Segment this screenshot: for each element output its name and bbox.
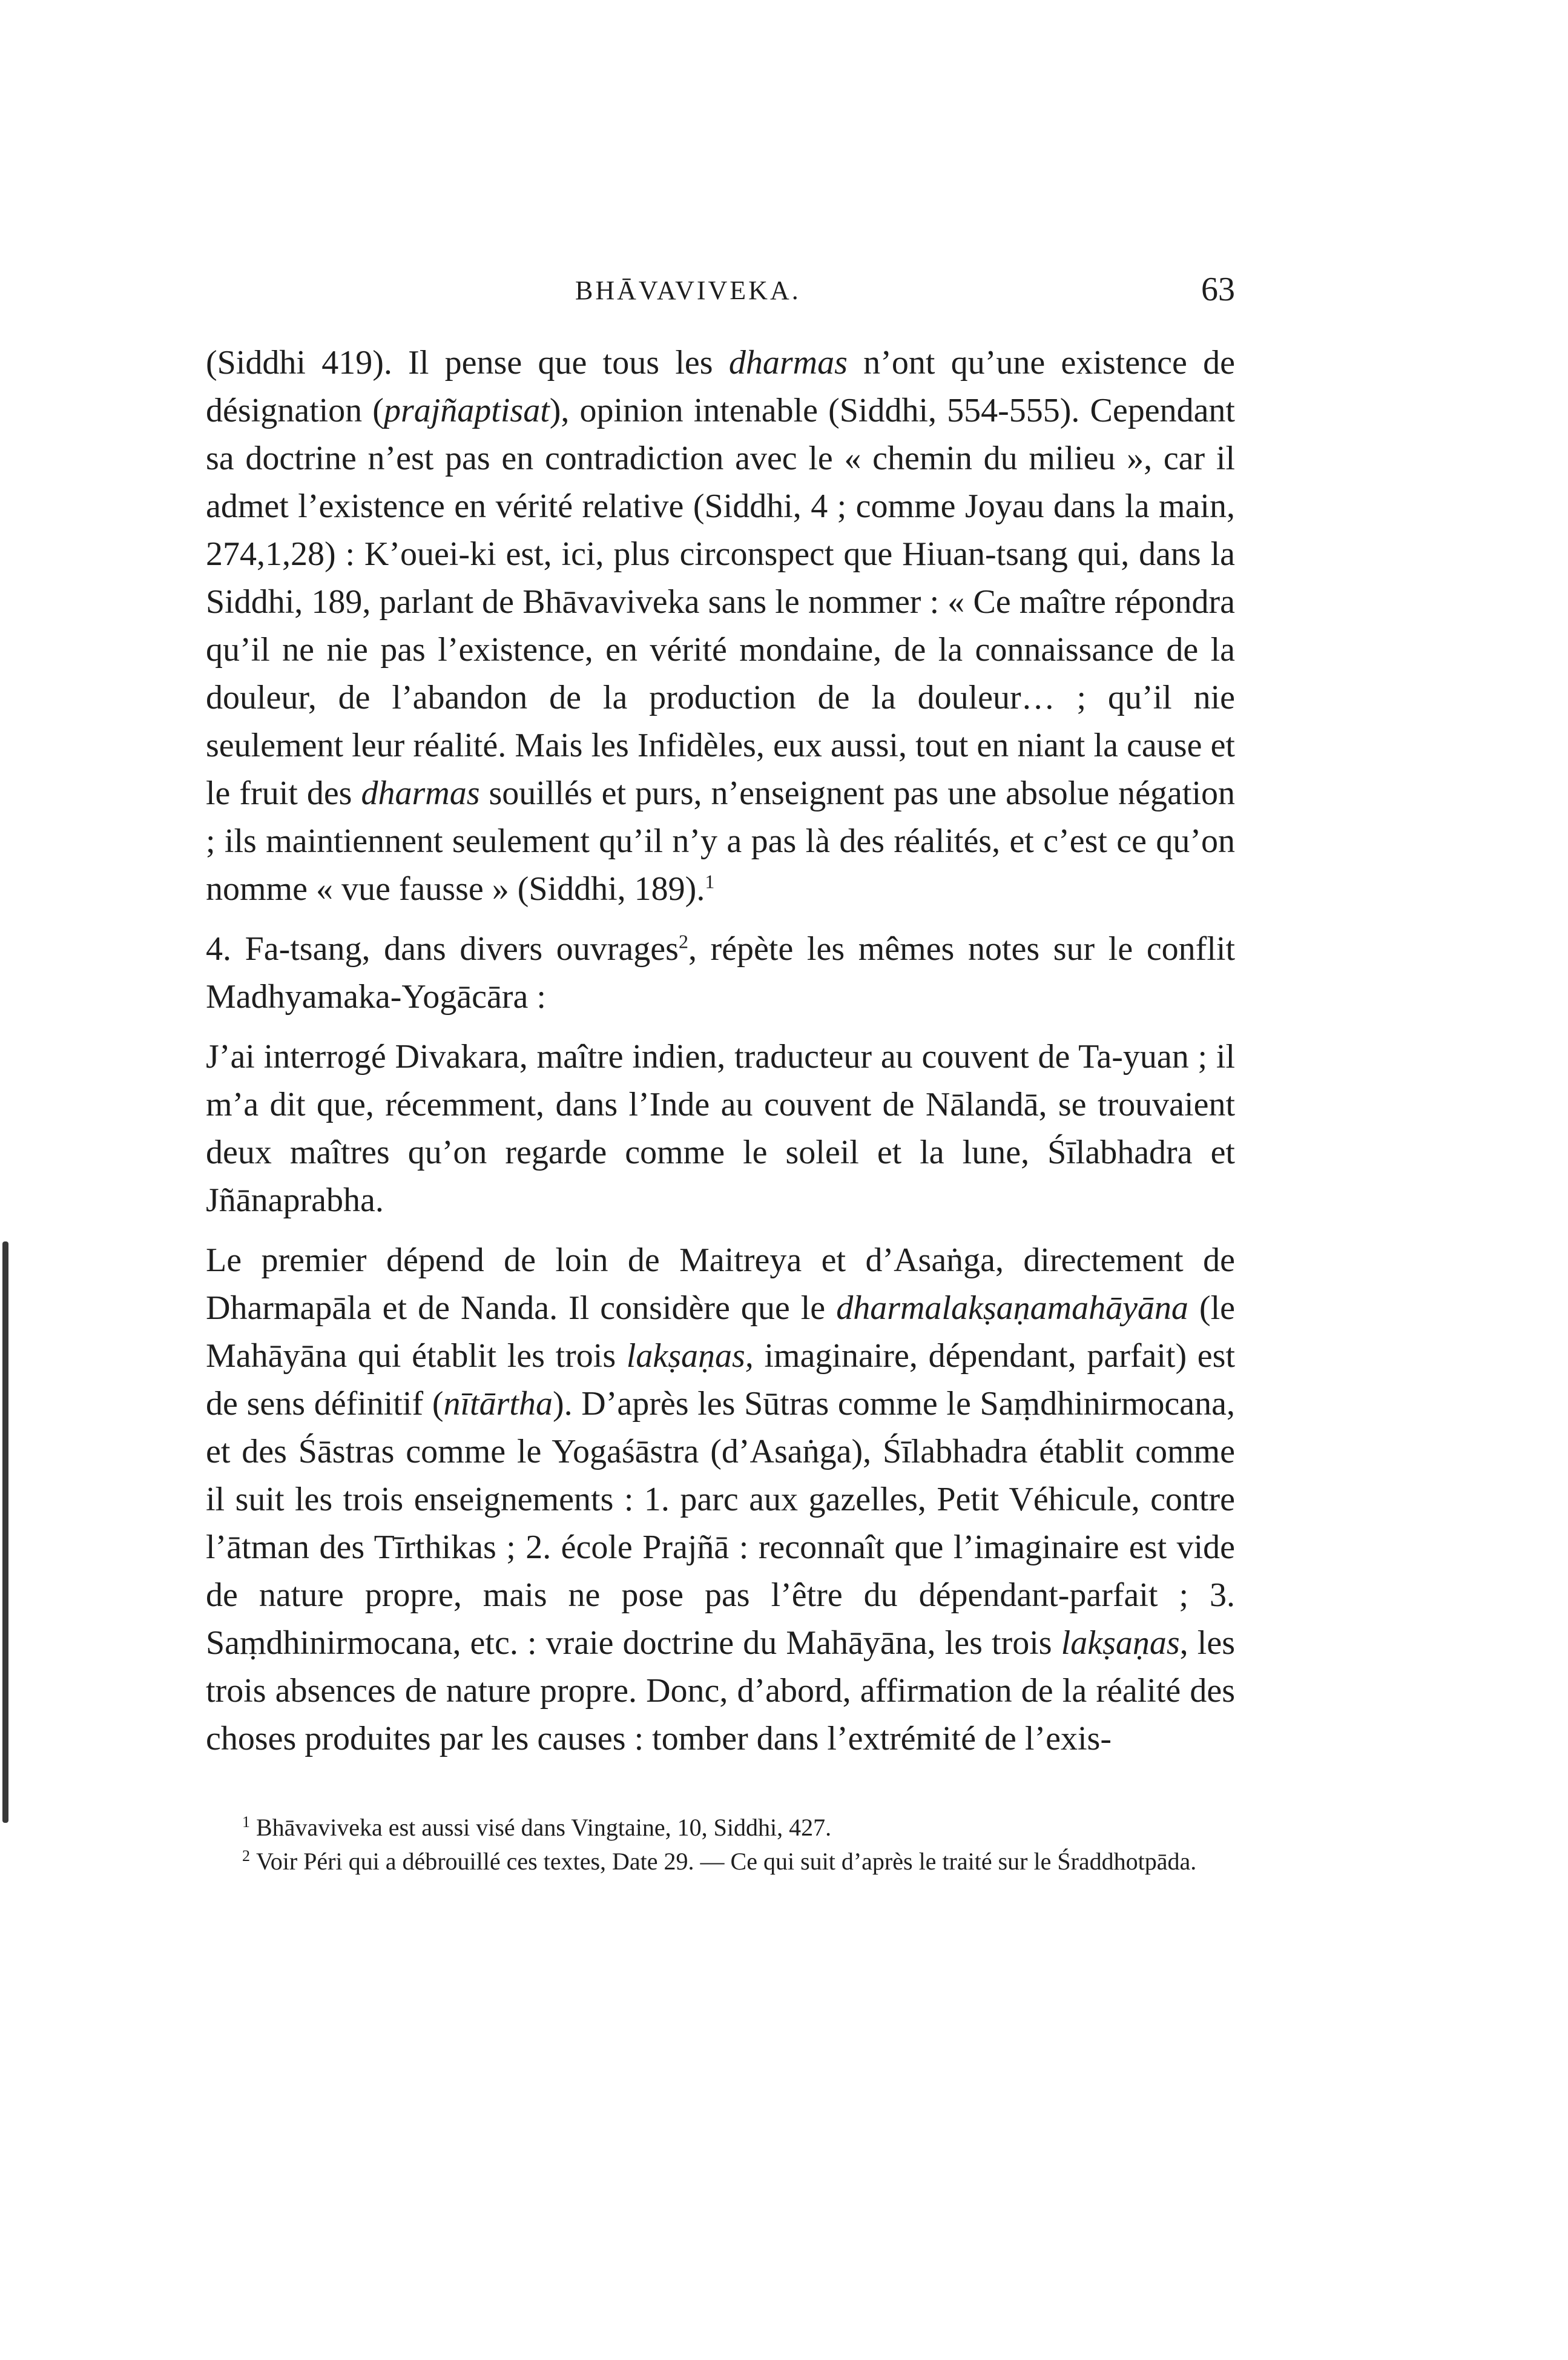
text-run: ), opinion intenable (Siddhi, 554-555). Cependant sa doctrine n’est pas en contradiction avec le « chemin du milieu », car il admet l’existence en vérité relative (Siddhi, 4 ; comme Joyau dans la main, 274,1,28) : K’ouei-ki est, ici, plus circonspect que Hiuan-tsang qui, dans la Siddhi, 189, parlant de Bhāvaviveka sans le nommer : « Ce maître répondra qu’il ne nie pas l’existence, en vérité mondaine, de la connaissance de la douleur, de l’abandon de la production de la douleur… ; qu’il nie seulement leur réalité. Mais les Infidèles, eux aussi, tout en niant la cause et le fruit des [206,392,1235,812]
text-run: (le Mahāyāna qui établit les trois [206,1289,1236,1375]
footnote-text: Voir Péri qui a débrouillé ces textes, Date 29. — Ce qui suit d’après le traité sur le Śraddhotpāda. [256,1848,1197,1875]
text-run: , répète les mêmes notes sur le conflit Madhyamaka-Yogācāra : [206,930,1236,1016]
italic-term: dharmas [361,775,480,812]
text-run: 4. Fa-tsang, dans divers ouvrages [206,930,679,968]
text-run: J’ai interrogé Divakara, maître indien, traducteur au couvent de Ta-yuan ; il m’a dit que, récemment, dans l’Inde au couvent de Nālandā, se trouvaient deux maîtres qu’on regarde comme le soleil et la lune, Śīlabhadra et Jñānaprabha. [206,1038,1235,1219]
text-run: n’ont qu’une existence de désignation ( [206,344,1236,429]
body-text [206,339,1235,1775]
footnote [206,1845,1235,1879]
italic-term: dharmas [728,344,848,382]
footnote-text: Bhāvaviveka est aussi visé dans Vingtaine, 10, Siddhi, 427. [256,1814,832,1841]
italic-term: dharmalakṣaṇamahāyāna [836,1289,1188,1327]
text-run: Le premier dépend de loin de Maitreya et d’Asaṅga, directement de Dharmapāla et de Nanda. Il considère que le [206,1241,1235,1327]
paragraph [206,1033,1235,1225]
text-run: ). D’après les Sūtras comme le Saṃdhinirmocana, et des Śāstras comme le Yogaśāstra (d’Asaṅga), Śīlabhadra établit comme il suit les trois enseignements : 1. parc aux gazelles, Petit Véhicule, contre l’ātman des Tīrthikas ; 2. école Prajñā : reconnaît que l’imaginaire est vide de nature propre, mais ne pose pas l’être du dépendant-parfait ; 3. Saṃdhinirmocana, etc. : vraie doctrine du Mahāyāna, les trois [206,1385,1235,1662]
text-run: , les trois absences de nature propre. Donc, d’abord, affirmation de la réalité des choses produites par les causes : tomber dans l’extrémité de l’exis- [206,1624,1235,1757]
italic-term: nītārtha [443,1385,553,1423]
scan-edge-mark [2,1241,8,1823]
italic-term: lakṣaṇas [1061,1624,1180,1662]
footnote-ref: 1 [705,870,715,893]
italic-term: prajñaptisat [383,392,550,429]
paragraph [206,1237,1235,1763]
italic-term: lakṣaṇas, [626,1337,754,1375]
footnote-mark: 1 [242,1813,250,1831]
page-number: 63 [1201,271,1235,308]
footnotes [206,1811,1235,1879]
text-run: imaginaire, dépendant, parfait) est de sens définitif ( [206,1337,1235,1423]
running-title: BHĀVAVIVEKA. [575,276,801,305]
footnote-mark: 2 [242,1846,250,1865]
running-head [206,266,1235,321]
footnote [206,1811,1235,1845]
text-run: souillés et purs, n’enseignent pas une absolue négation ; ils maintiennent seulement qu’il n’y a pas là des réalités, et c’est ce qu’on nomme « vue fausse » (Siddhi, 189). [206,775,1235,908]
paragraph [206,925,1235,1021]
text-run: (Siddhi 419). Il pense que tous les [206,344,729,382]
footnote-ref: 2 [678,930,688,953]
paragraph [206,339,1235,913]
